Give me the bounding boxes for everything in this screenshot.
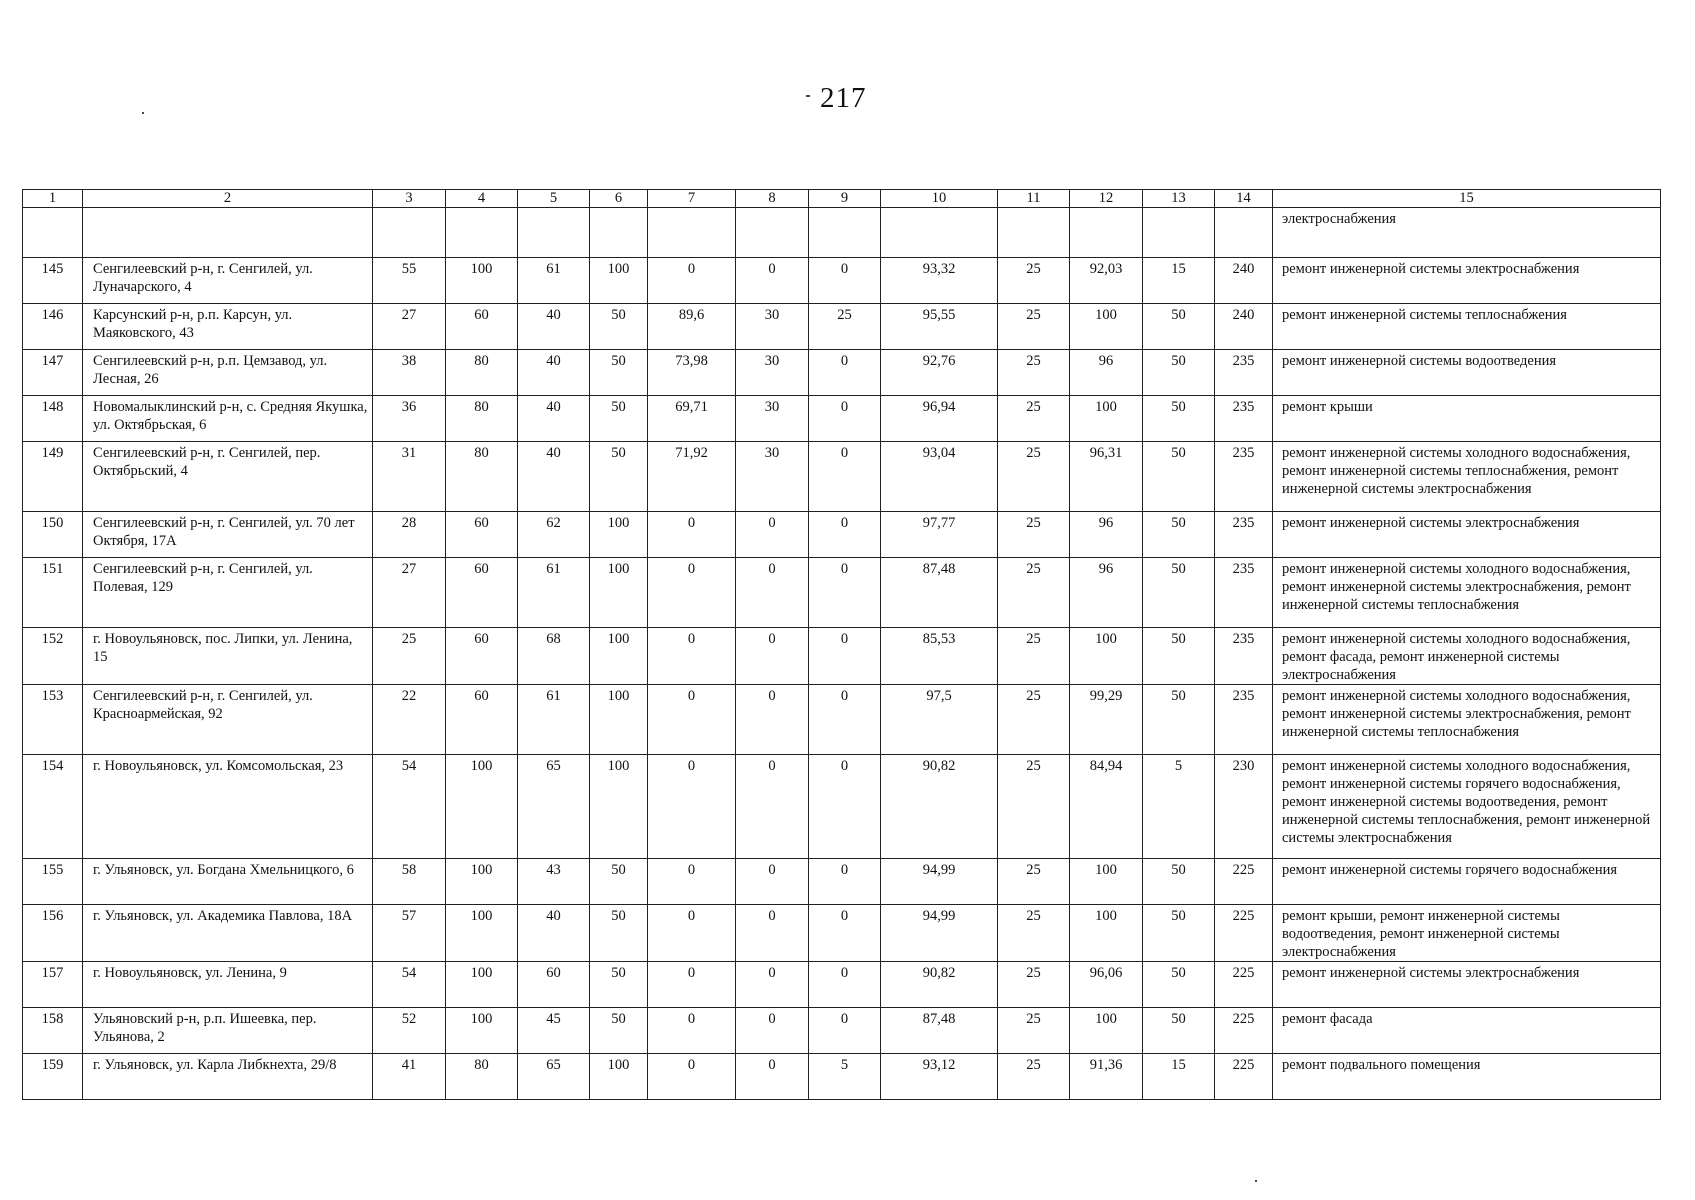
cell-col-12: 100 — [1070, 628, 1143, 685]
cell-col-9 — [809, 208, 881, 258]
cell-col-7: 0 — [648, 512, 736, 558]
cell-col-13 — [1143, 208, 1215, 258]
cell-col-3: 22 — [373, 685, 446, 755]
cell-col-9: 0 — [809, 442, 881, 512]
table-row — [23, 962, 1661, 1008]
cell-col-13: 5 — [1143, 755, 1215, 859]
cell-col-7: 0 — [648, 1054, 736, 1100]
cell-total-score: 235 — [1215, 558, 1273, 628]
cell-col-10: 97,5 — [881, 685, 998, 755]
cell-col-4: 100 — [446, 755, 518, 859]
cell-col-9: 5 — [809, 1054, 881, 1100]
column-number: 10 — [881, 190, 998, 208]
cell-col-11 — [998, 208, 1070, 258]
cell-col-12: 92,03 — [1070, 258, 1143, 304]
cell-col-10: 94,99 — [881, 905, 998, 962]
cell-col-7: 0 — [648, 755, 736, 859]
cell-col-8: 0 — [736, 685, 809, 755]
cell-work-types: ремонт инженерной системы холодного водоснабжения, ремонт инженерной системы электроснабжения, ремонт инженерной системы теплоснабжения — [1273, 685, 1661, 755]
cell-col-6: 100 — [590, 558, 648, 628]
column-number: 14 — [1215, 190, 1273, 208]
cell-col-7: 0 — [648, 685, 736, 755]
cell-col-12: 96,06 — [1070, 962, 1143, 1008]
table-row — [23, 859, 1661, 905]
cell-address: Карсунский р-н, р.п. Карсун, ул. Маяковского, 43 — [83, 304, 373, 350]
cell-col-9: 0 — [809, 396, 881, 442]
cell-row-number: 158 — [23, 1008, 83, 1054]
cell-col-6: 100 — [590, 1054, 648, 1100]
cell-col-7: 0 — [648, 558, 736, 628]
cell-col-12: 100 — [1070, 304, 1143, 350]
cell-row-number: 147 — [23, 350, 83, 396]
cell-col-5: 61 — [518, 685, 590, 755]
cell-col-4: 80 — [446, 350, 518, 396]
cell-col-7: 0 — [648, 628, 736, 685]
cell-col-7: 0 — [648, 859, 736, 905]
cell-row-number: 154 — [23, 755, 83, 859]
cell-col-13: 50 — [1143, 350, 1215, 396]
cell-col-11: 25 — [998, 755, 1070, 859]
cell-col-12: 99,29 — [1070, 685, 1143, 755]
cell-col-11: 25 — [998, 859, 1070, 905]
cell-col-9: 0 — [809, 905, 881, 962]
cell-col-5: 40 — [518, 442, 590, 512]
cell-work-types: ремонт инженерной системы электроснабжения — [1273, 512, 1661, 558]
cell-row-number: 145 — [23, 258, 83, 304]
cell-col-11: 25 — [998, 1054, 1070, 1100]
cell-col-13: 50 — [1143, 558, 1215, 628]
cell-address: Сенгилеевский р-н, г. Сенгилей, ул. 70 лет Октября, 17А — [83, 512, 373, 558]
cell-address — [83, 208, 373, 258]
cell-col-13: 50 — [1143, 859, 1215, 905]
cell-col-3: 55 — [373, 258, 446, 304]
cell-col-8: 0 — [736, 1054, 809, 1100]
cell-col-13: 50 — [1143, 685, 1215, 755]
column-number: 15 — [1273, 190, 1661, 208]
cell-col-11: 25 — [998, 258, 1070, 304]
cell-col-10: 93,12 — [881, 1054, 998, 1100]
cell-col-7: 71,92 — [648, 442, 736, 512]
cell-col-8: 0 — [736, 905, 809, 962]
cell-total-score: 235 — [1215, 685, 1273, 755]
table-row — [23, 685, 1661, 755]
table-row — [23, 258, 1661, 304]
cell-work-types: ремонт инженерной системы теплоснабжения — [1273, 304, 1661, 350]
cell-work-types: электроснабжения — [1273, 208, 1661, 258]
cell-col-6: 50 — [590, 962, 648, 1008]
cell-col-6: 50 — [590, 304, 648, 350]
cell-col-8: 0 — [736, 859, 809, 905]
cell-work-types: ремонт крыши — [1273, 396, 1661, 442]
cell-col-5: 60 — [518, 962, 590, 1008]
cell-col-13: 50 — [1143, 905, 1215, 962]
cell-col-8: 30 — [736, 396, 809, 442]
cell-col-8: 0 — [736, 755, 809, 859]
cell-col-7: 0 — [648, 905, 736, 962]
cell-col-10: 87,48 — [881, 558, 998, 628]
cell-address: г. Ульяновск, ул. Академика Павлова, 18А — [83, 905, 373, 962]
cell-address: Сенгилеевский р-н, г. Сенгилей, ул. Красноармейская, 92 — [83, 685, 373, 755]
cell-col-3 — [373, 208, 446, 258]
cell-address: г. Новоульяновск, пос. Липки, ул. Ленина, 15 — [83, 628, 373, 685]
cell-col-8: 30 — [736, 442, 809, 512]
cell-col-4: 80 — [446, 396, 518, 442]
cell-total-score: 230 — [1215, 755, 1273, 859]
cell-total-score — [1215, 208, 1273, 258]
scan-speck — [1255, 1180, 1257, 1182]
cell-col-3: 28 — [373, 512, 446, 558]
cell-col-12: 100 — [1070, 396, 1143, 442]
cell-col-7: 0 — [648, 962, 736, 1008]
cell-col-8: 0 — [736, 258, 809, 304]
table-row — [23, 396, 1661, 442]
cell-col-10: 95,55 — [881, 304, 998, 350]
cell-col-4: 60 — [446, 304, 518, 350]
cell-col-7: 89,6 — [648, 304, 736, 350]
cell-total-score: 240 — [1215, 258, 1273, 304]
column-number: 8 — [736, 190, 809, 208]
cell-col-12: 100 — [1070, 859, 1143, 905]
cell-col-5: 40 — [518, 304, 590, 350]
cell-col-12: 96 — [1070, 350, 1143, 396]
cell-total-score: 235 — [1215, 350, 1273, 396]
cell-work-types: ремонт крыши, ремонт инженерной системы водоотведения, ремонт инженерной системы электроснабжения — [1273, 905, 1661, 962]
cell-col-13: 50 — [1143, 962, 1215, 1008]
cell-address: г. Новоульяновск, ул. Комсомольская, 23 — [83, 755, 373, 859]
column-number: 7 — [648, 190, 736, 208]
cell-total-score: 240 — [1215, 304, 1273, 350]
table-row — [23, 755, 1661, 859]
cell-col-13: 15 — [1143, 258, 1215, 304]
table-row — [23, 558, 1661, 628]
cell-col-6: 100 — [590, 755, 648, 859]
cell-col-9: 0 — [809, 628, 881, 685]
cell-col-3: 31 — [373, 442, 446, 512]
cell-col-13: 50 — [1143, 304, 1215, 350]
cell-col-4: 100 — [446, 1008, 518, 1054]
table-row — [23, 628, 1661, 685]
table-row — [23, 304, 1661, 350]
cell-col-10 — [881, 208, 998, 258]
column-number: 9 — [809, 190, 881, 208]
cell-work-types: ремонт подвального помещения — [1273, 1054, 1661, 1100]
cell-col-10: 90,82 — [881, 962, 998, 1008]
cell-col-11: 25 — [998, 304, 1070, 350]
cell-col-6: 50 — [590, 396, 648, 442]
cell-col-3: 27 — [373, 558, 446, 628]
data-table — [22, 189, 1661, 1100]
cell-col-9: 0 — [809, 962, 881, 1008]
cell-col-13: 50 — [1143, 442, 1215, 512]
cell-col-5: 62 — [518, 512, 590, 558]
scan-speck — [806, 95, 810, 97]
table-row — [23, 350, 1661, 396]
cell-col-6: 50 — [590, 350, 648, 396]
cell-col-3: 52 — [373, 1008, 446, 1054]
table-body — [23, 190, 1661, 1100]
cell-col-4: 60 — [446, 512, 518, 558]
cell-col-11: 25 — [998, 962, 1070, 1008]
table-row — [23, 442, 1661, 512]
column-number: 3 — [373, 190, 446, 208]
cell-work-types: ремонт инженерной системы электроснабжения — [1273, 962, 1661, 1008]
continuation-row — [23, 208, 1661, 258]
cell-col-4: 60 — [446, 685, 518, 755]
cell-col-8: 30 — [736, 350, 809, 396]
cell-address: Сенгилеевский р-н, г. Сенгилей, пер. Октябрьский, 4 — [83, 442, 373, 512]
cell-col-4: 80 — [446, 442, 518, 512]
cell-address: Сенгилеевский р-н, р.п. Цемзавод, ул. Лесная, 26 — [83, 350, 373, 396]
cell-col-10: 90,82 — [881, 755, 998, 859]
cell-col-8: 0 — [736, 1008, 809, 1054]
table-row — [23, 905, 1661, 962]
cell-row-number: 148 — [23, 396, 83, 442]
cell-col-11: 25 — [998, 442, 1070, 512]
cell-col-6 — [590, 208, 648, 258]
cell-col-5: 61 — [518, 258, 590, 304]
cell-col-6: 50 — [590, 442, 648, 512]
cell-col-11: 25 — [998, 685, 1070, 755]
cell-work-types: ремонт инженерной системы холодного водоснабжения, ремонт инженерной системы теплоснабжения, ремонт инженерной системы электроснабжения — [1273, 442, 1661, 512]
cell-address: Сенгилеевский р-н, г. Сенгилей, ул. Полевая, 129 — [83, 558, 373, 628]
cell-col-5: 40 — [518, 905, 590, 962]
cell-col-4: 80 — [446, 1054, 518, 1100]
cell-col-12: 100 — [1070, 1008, 1143, 1054]
cell-row-number: 159 — [23, 1054, 83, 1100]
cell-col-3: 54 — [373, 962, 446, 1008]
cell-col-10: 93,04 — [881, 442, 998, 512]
cell-col-8: 30 — [736, 304, 809, 350]
cell-address: г. Ульяновск, ул. Богдана Хмельницкого, 6 — [83, 859, 373, 905]
cell-row-number: 152 — [23, 628, 83, 685]
cell-col-11: 25 — [998, 628, 1070, 685]
cell-col-6: 50 — [590, 905, 648, 962]
cell-col-13: 50 — [1143, 512, 1215, 558]
cell-col-9: 0 — [809, 350, 881, 396]
cell-col-7: 0 — [648, 1008, 736, 1054]
cell-col-3: 25 — [373, 628, 446, 685]
column-number: 11 — [998, 190, 1070, 208]
cell-col-8: 0 — [736, 962, 809, 1008]
cell-total-score: 225 — [1215, 859, 1273, 905]
cell-row-number: 157 — [23, 962, 83, 1008]
cell-total-score: 225 — [1215, 1008, 1273, 1054]
cell-total-score: 235 — [1215, 396, 1273, 442]
cell-col-3: 38 — [373, 350, 446, 396]
cell-col-10: 87,48 — [881, 1008, 998, 1054]
cell-col-13: 50 — [1143, 396, 1215, 442]
cell-col-9: 0 — [809, 558, 881, 628]
cell-col-3: 36 — [373, 396, 446, 442]
cell-col-5: 68 — [518, 628, 590, 685]
cell-row-number: 150 — [23, 512, 83, 558]
cell-col-10: 96,94 — [881, 396, 998, 442]
table-row — [23, 1054, 1661, 1100]
cell-total-score: 235 — [1215, 628, 1273, 685]
cell-col-9: 0 — [809, 755, 881, 859]
cell-total-score: 225 — [1215, 1054, 1273, 1100]
cell-total-score: 235 — [1215, 512, 1273, 558]
cell-col-9: 0 — [809, 1008, 881, 1054]
column-number: 1 — [23, 190, 83, 208]
cell-col-9: 0 — [809, 685, 881, 755]
column-number: 13 — [1143, 190, 1215, 208]
cell-col-11: 25 — [998, 396, 1070, 442]
cell-col-12 — [1070, 208, 1143, 258]
cell-col-6: 50 — [590, 1008, 648, 1054]
cell-col-6: 100 — [590, 258, 648, 304]
cell-col-13: 50 — [1143, 1008, 1215, 1054]
cell-col-4: 100 — [446, 859, 518, 905]
cell-col-9: 25 — [809, 304, 881, 350]
cell-col-5: 40 — [518, 350, 590, 396]
cell-col-7: 0 — [648, 258, 736, 304]
cell-address: Новомалыклинский р-н, с. Средняя Якушка, ул. Октябрьская, 6 — [83, 396, 373, 442]
cell-col-4: 60 — [446, 628, 518, 685]
page-number: 217 — [820, 82, 867, 114]
cell-col-7: 73,98 — [648, 350, 736, 396]
cell-col-5 — [518, 208, 590, 258]
cell-row-number: 146 — [23, 304, 83, 350]
cell-row-number: 149 — [23, 442, 83, 512]
cell-col-6: 100 — [590, 685, 648, 755]
cell-col-8: 0 — [736, 512, 809, 558]
cell-col-8: 0 — [736, 558, 809, 628]
cell-col-5: 65 — [518, 755, 590, 859]
cell-row-number: 153 — [23, 685, 83, 755]
cell-col-5: 43 — [518, 859, 590, 905]
cell-work-types: ремонт инженерной системы электроснабжения — [1273, 258, 1661, 304]
column-number: 6 — [590, 190, 648, 208]
scan-speck — [142, 112, 144, 114]
column-number: 12 — [1070, 190, 1143, 208]
cell-row-number — [23, 208, 83, 258]
cell-col-7 — [648, 208, 736, 258]
cell-col-3: 27 — [373, 304, 446, 350]
cell-col-12: 96 — [1070, 512, 1143, 558]
cell-work-types: ремонт инженерной системы холодного водоснабжения, ремонт инженерной системы горячего водоснабжения, ремонт инженерной системы водоотведения, ремонт инженерной системы теплоснабжения, ремонт инженерной системы электроснабжения — [1273, 755, 1661, 859]
cell-col-11: 25 — [998, 350, 1070, 396]
cell-row-number: 151 — [23, 558, 83, 628]
cell-work-types: ремонт инженерной системы холодного водоснабжения, ремонт фасада, ремонт инженерной системы электроснабжения — [1273, 628, 1661, 685]
cell-col-9: 0 — [809, 258, 881, 304]
cell-address: г. Новоульяновск, ул. Ленина, 9 — [83, 962, 373, 1008]
column-number: 5 — [518, 190, 590, 208]
cell-col-3: 41 — [373, 1054, 446, 1100]
column-number: 2 — [83, 190, 373, 208]
column-number-row — [23, 190, 1661, 208]
cell-col-4: 100 — [446, 258, 518, 304]
cell-address: г. Ульяновск, ул. Карла Либкнехта, 29/8 — [83, 1054, 373, 1100]
cell-col-9: 0 — [809, 859, 881, 905]
cell-col-10: 94,99 — [881, 859, 998, 905]
cell-work-types: ремонт инженерной системы горячего водоснабжения — [1273, 859, 1661, 905]
cell-col-10: 97,77 — [881, 512, 998, 558]
cell-col-13: 50 — [1143, 628, 1215, 685]
cell-total-score: 225 — [1215, 962, 1273, 1008]
cell-col-3: 58 — [373, 859, 446, 905]
cell-row-number: 155 — [23, 859, 83, 905]
cell-col-11: 25 — [998, 558, 1070, 628]
cell-col-10: 92,76 — [881, 350, 998, 396]
cell-col-4: 100 — [446, 905, 518, 962]
cell-col-12: 91,36 — [1070, 1054, 1143, 1100]
cell-col-6: 50 — [590, 859, 648, 905]
cell-col-5: 61 — [518, 558, 590, 628]
cell-col-7: 69,71 — [648, 396, 736, 442]
cell-col-12: 96 — [1070, 558, 1143, 628]
cell-col-10: 85,53 — [881, 628, 998, 685]
cell-col-13: 15 — [1143, 1054, 1215, 1100]
cell-col-4: 60 — [446, 558, 518, 628]
cell-col-11: 25 — [998, 512, 1070, 558]
cell-address: Ульяновский р-н, р.п. Ишеевка, пер. Ульянова, 2 — [83, 1008, 373, 1054]
cell-col-8 — [736, 208, 809, 258]
cell-work-types: ремонт фасада — [1273, 1008, 1661, 1054]
table-row — [23, 1008, 1661, 1054]
cell-col-9: 0 — [809, 512, 881, 558]
cell-col-5: 45 — [518, 1008, 590, 1054]
cell-work-types: ремонт инженерной системы водоотведения — [1273, 350, 1661, 396]
cell-work-types: ремонт инженерной системы холодного водоснабжения, ремонт инженерной системы электроснабжения, ремонт инженерной системы теплоснабжения — [1273, 558, 1661, 628]
cell-col-6: 100 — [590, 628, 648, 685]
cell-total-score: 225 — [1215, 905, 1273, 962]
cell-col-3: 54 — [373, 755, 446, 859]
cell-col-6: 100 — [590, 512, 648, 558]
cell-col-12: 100 — [1070, 905, 1143, 962]
cell-address: Сенгилеевский р-н, г. Сенгилей, ул. Луначарского, 4 — [83, 258, 373, 304]
column-number: 4 — [446, 190, 518, 208]
cell-col-4 — [446, 208, 518, 258]
table-row — [23, 512, 1661, 558]
cell-col-11: 25 — [998, 905, 1070, 962]
cell-total-score: 235 — [1215, 442, 1273, 512]
cell-col-11: 25 — [998, 1008, 1070, 1054]
cell-col-8: 0 — [736, 628, 809, 685]
cell-col-12: 84,94 — [1070, 755, 1143, 859]
cell-col-4: 100 — [446, 962, 518, 1008]
cell-col-5: 65 — [518, 1054, 590, 1100]
cell-col-10: 93,32 — [881, 258, 998, 304]
cell-col-5: 40 — [518, 396, 590, 442]
cell-col-12: 96,31 — [1070, 442, 1143, 512]
cell-col-3: 57 — [373, 905, 446, 962]
cell-row-number: 156 — [23, 905, 83, 962]
